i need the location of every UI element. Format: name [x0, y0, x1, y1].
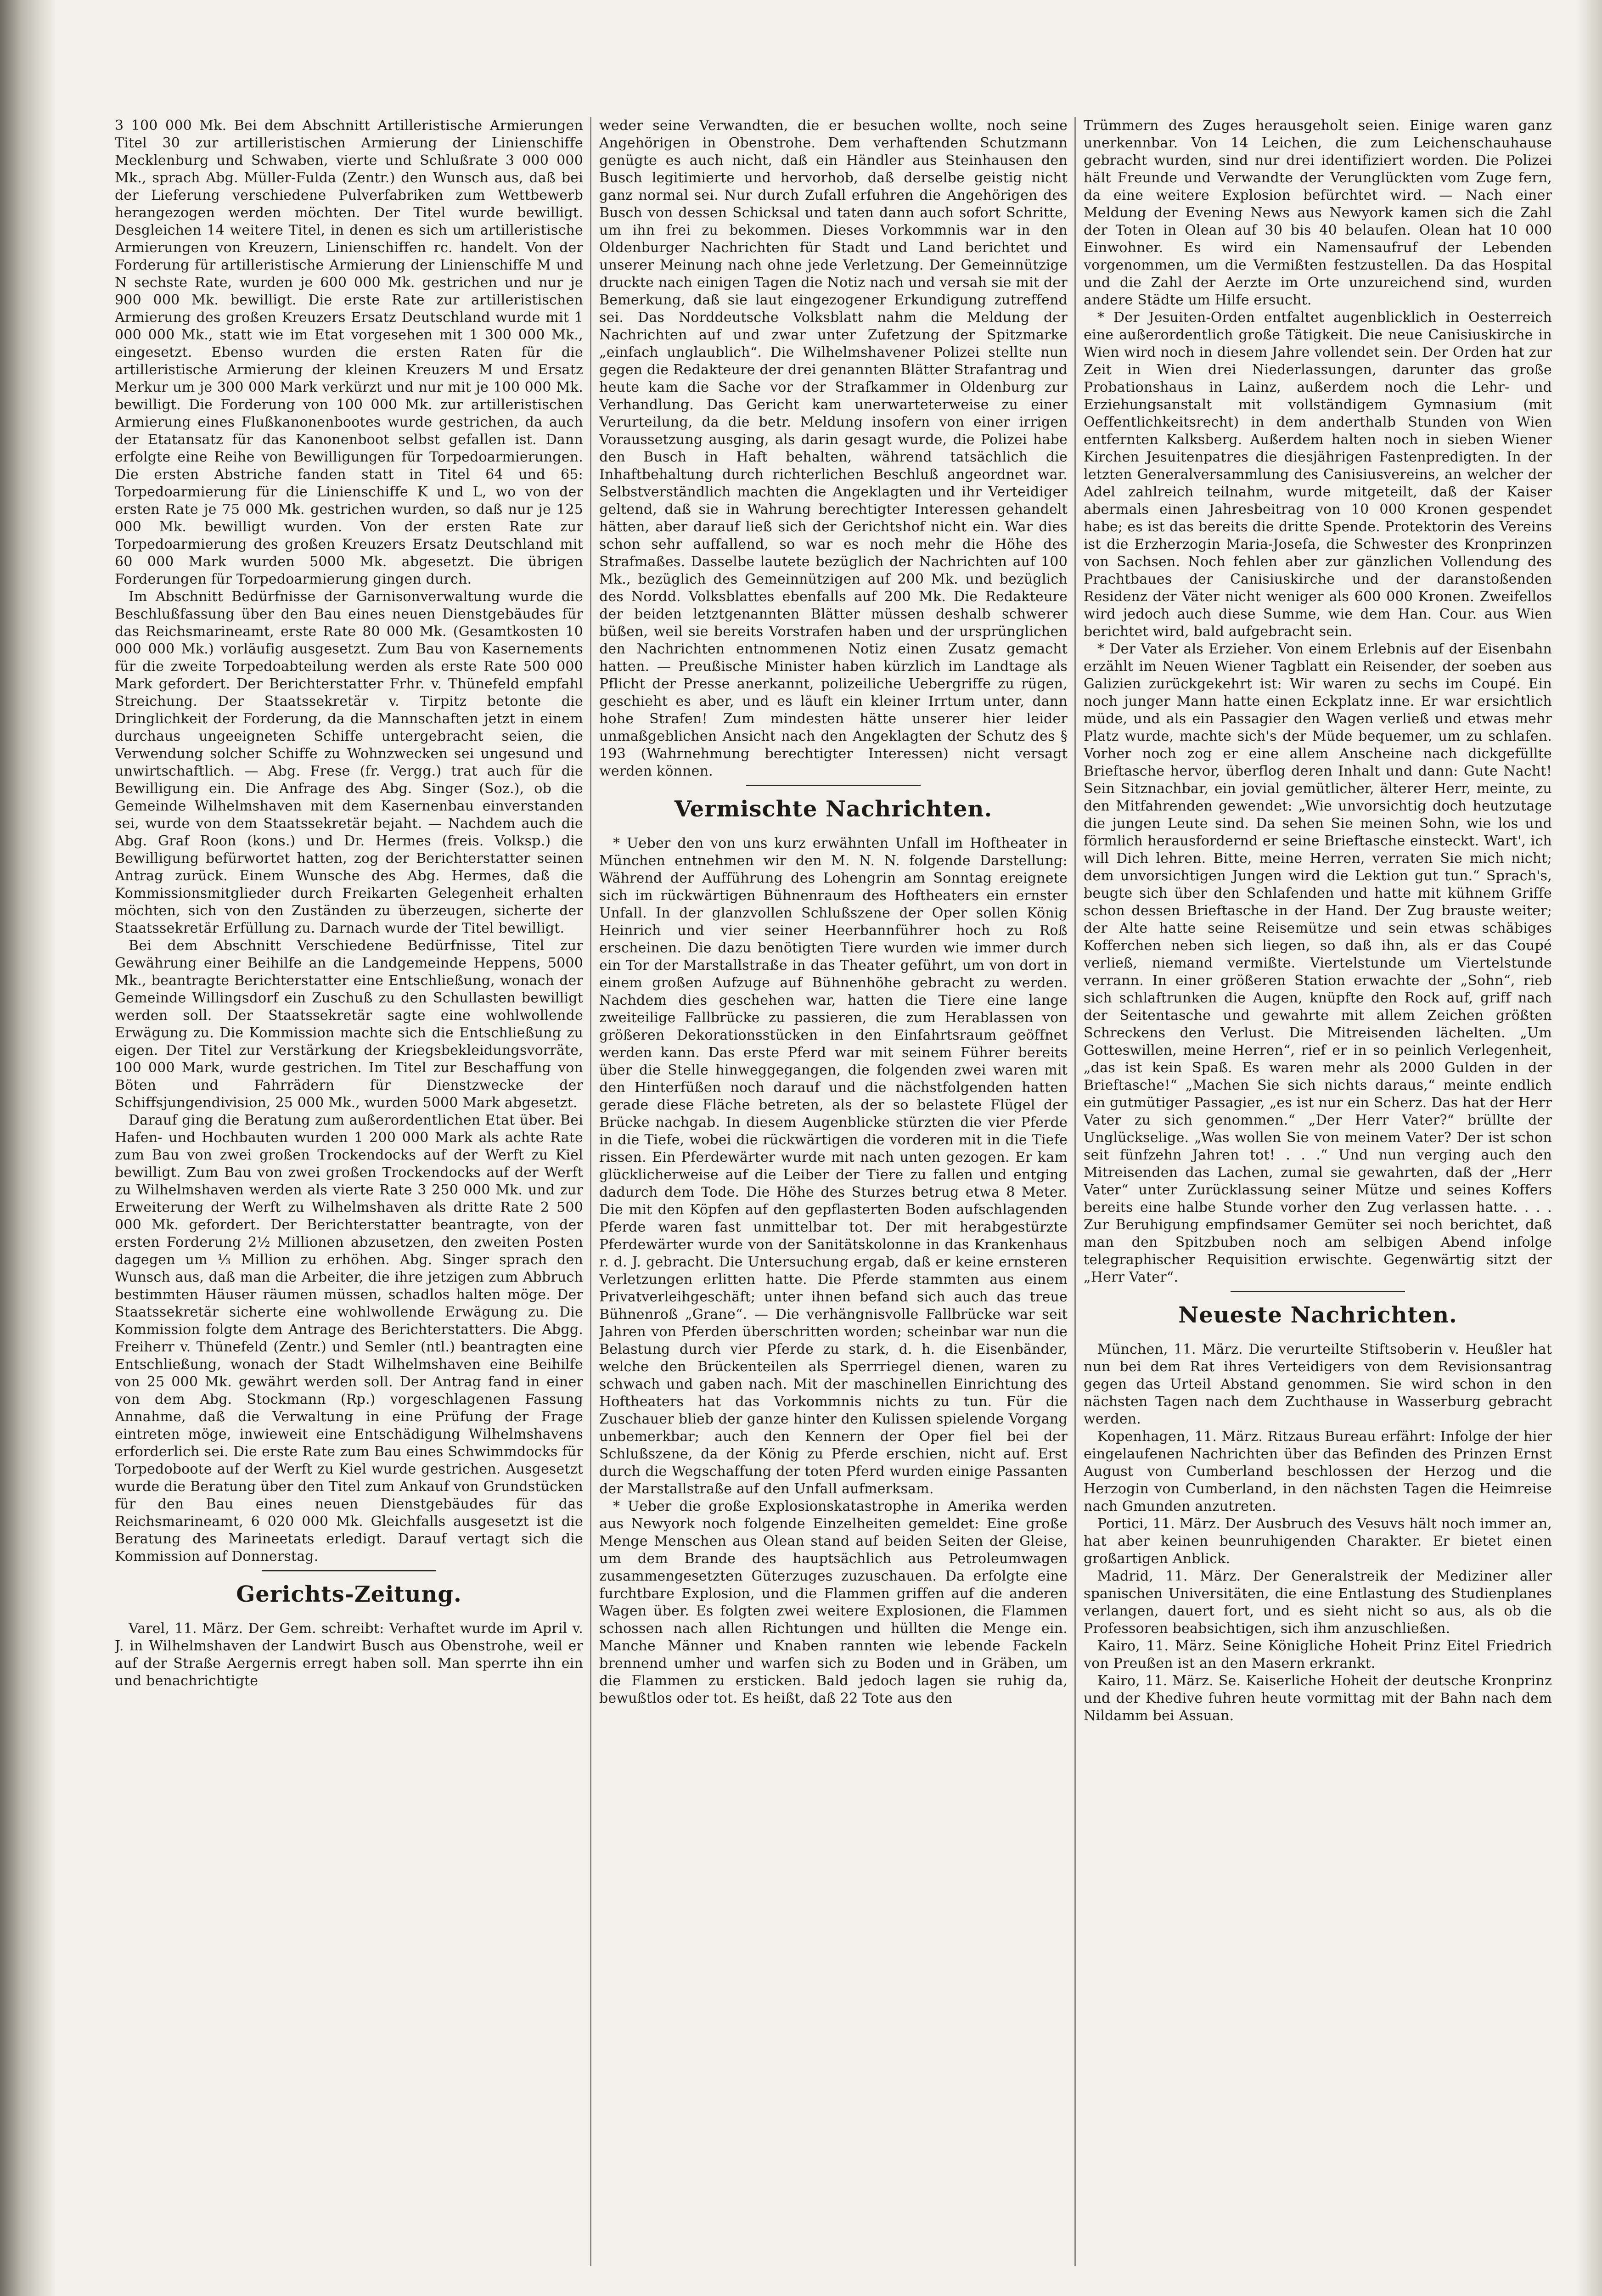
- article-paragraph: * Ueber den von uns kurz erwähnten Unfall im Hoftheater in München entnehmen wir den M. N. N. folgende Darstellung: Während der Aufführung des Lohengrin am Sonntag ereignete sich im rückwärtigen Bühnenraum des Hoftheaters ein ernster Unfall. In der glanzvollen Schlußszene der Oper sollen König Heinrich und vier seiner Heerbannführer hoch zu Roß erscheinen. Die dazu benötigten Tiere wurden wie immer durch ein Tor der Marstallstraße in das Theater geführt, um von dort in einem großen Aufzuge auf Bühnenhöhe gebracht zu werden. Nachdem dies geschehen war, hatten die Tiere eine lange zweiteilige Fallbrücke zu passieren, die zum Herablassen von größeren Dekorationsstücken in den Einfahrtsraum geöffnet werden kann. Das erste Pferd war mit seinem Führer bereits über die Stelle hinweggegangen, die folgenden zwei waren mit den Hinterfüßen noch darauf und die nächstfolgenden hatten gerade diese Fläche betreten, als der so belastete Flügel der Brücke nachgab. In diesem Augenblicke stürzten die vier Pferde in die Tiefe, wobei die rückwärtigen die vorderen mit in die Tiefe rissen. Ein Pferdewärter wurde mit nach unten gezogen. Er kam glücklicherweise auf die Leiber der Tiere zu fallen und entging dadurch dem Tode. Die Höhe des Sturzes betrug etwa 8 Meter. Die mit den Köpfen auf den gepflasterten Boden aufschlagenden Pferde waren fast unmittelbar tot. Der mit herabgestürzte Pferdewärter wurde von der Sanitätskolonne in das Krankenhaus r. d. J. gebracht. Die Untersuchung ergab, daß er keine ernsteren Verletzungen erlitten hatte. Die Pferde stammten aus einem Privatverleihgeschäft; unter ihnen befand sich auch das treue Bühnenroß „Grane“. — Die verhängnisvolle Fallbrücke war seit Jahren von Pferden überschritten worden; scheinbar war nun die Belastung durch vier Pferde zu stark, d. h. die Eisenbänder, welche den Brückenteilen als Sperrriegel dienen, waren zu schwach und gaben nach. Mit der maschinellen Einrichtung des Hoftheaters hat das Vorkommnis nichts zu tun. Für die Zuschauer blieb der ganze hinter den Kulissen spielende Vorgang unbemerkbar; auch den Kennern der Oper fiel bei der Schlußszene, da der König zu Pferde erschien, nicht auf. Erst durch die Wegschaffung der toten Pferd wurden einige Passanten der Marstallstraße auf den Unfall aufmerksam.: [599, 835, 1068, 1497]
- column-2: [599, 117, 1068, 2266]
- article-paragraph: * Der Vater als Erzieher. Von einem Erlebnis auf der Eisenbahn erzählt im Neuen Wiener Tagblatt ein Reisender, der soeben aus Galizien zurückgekehrt ist: Wir waren zu sechs im Coupé. Ein noch junger Mann hatte einen Eckplatz inne. Er war ersichtlich müde, und als ein Passagier den Wagen verließ und etwas mehr Platz wurde, machte sich's der Müde bequemer, um zu schlafen. Vorher noch zog er eine allem Anscheine nach dickgefüllte Brieftasche hervor, überflog deren Inhalt und dann: Gute Nacht! Sein Sitznachbar, ein jovial gemütlicher, älterer Herr, meinte, zu den Mitfahrenden gewendet: „Wie unvorsichtig doch heutzutage die jungen Leute sind. Da sehen Sie meinen Sohn, wie los und förmlich herausfordernd er seine Brieftasche einsteckt. Wart', ich will Dich lehren. Bitte, meine Herren, verraten Sie mich nicht; dem unvorsichtigen Jungen wird die Lektion gut tun.“ Sprach's, beugte sich über den Schlafenden und hatte mit kühnem Griffe schon dessen Brieftasche in der Hand. Der Zug brauste weiter; der Alte hatte seine Reisemütze und sein etwas schäbiges Kofferchen neben sich liegen, so daß ihn, als er das Coupé verließ, niemand vermißte. Viertelstunde um Viertelstunde verrann. In einer größeren Station erwachte der „Sohn“, rieb sich schlaftrunken die Augen, knüpfte den Rock auf, griff nach der Seitentasche und gewahrte mit allem Zeichen größten Schreckens den Verlust. Die Mitreisenden lächelten. „Um Gotteswillen, meine Herren“, rief er in so peinlich Verlegenheit, „das ist kein Spaß. Es waren mehr als 2000 Gulden in der Brieftasche!“ „Machen Sie sich nichts daraus,“ meinte endlich ein gutmütiger Passagier, „es ist nur ein Scherz. Das hat der Herr Vater zu sich genommen.“ „Der Herr Vater?“ brüllte der Unglückselige. „Was wollen Sie von meinem Vater? Der ist schon seit fünfzehn Jahren tot! . . .“ Und nun verging auch den Mitreisenden das Lachen, zumal sie gewahrten, daß der „Herr Vater“ unter Zurücklassung seiner Mütze und seines Koffers bereits eine halbe Stunde vorher den Zug verlassen hatte. . . . Zur Beruhigung empfindsamer Gemüter sei noch berichtet, daß man den Spitzbuben noch am selbigen Abend infolge telegraphischer Requisition erwischte. Gegenwärtig sitzt der „Herr Vater“.: [1084, 641, 1552, 1285]
- article-paragraph: Portici, 11. März. Der Ausbruch des Vesuvs hält noch immer an, hat aber keinen beunruhigenden Charakter. Er bietet einen großartigen Anblick.: [1084, 1516, 1552, 1567]
- article-paragraph: München, 11. März. Die verurteilte Stiftsoberin v. Heußler hat nun bei dem Rat ihres Verteidigers von dem Revisionsantrag gegen das Urteil Abstand genommen. Sie wird schon in den nächsten Tagen nach dem Zuchthause in Wasserburg gebracht werden.: [1084, 1341, 1552, 1427]
- section-heading-gerichts-zeitung: Gerichts-Zeitung.: [236, 1581, 462, 1607]
- section-divider: [746, 785, 921, 786]
- article-paragraph: Im Abschnitt Bedürfnisse der Garnisonverwaltung wurde die Beschlußfassung über den Bau eines neuen Dienstgebäudes für das Reichsmarineamt, erste Rate 80 000 Mk. (Gesamtkosten 10 000 000 Mk.) vorläufig ausgesetzt. Zum Bau von Kasernements für die zweite Torpedoabteilung werden als erste Rate 500 000 Mark gefordert. Der Berichterstatter Frhr. v. Thünefeld empfahl Streichung. Der Staatssekretär v. Tirpitz betonte die Dringlichkeit der Forderung, da die Mannschaften jetzt in einem durchaus ungeeigneten Schiffe untergebracht seien, die Verwendung solcher Schiffe zu Wohnzwecken sei ungesund und unwirtschaftlich. — Abg. Frese (fr. Vergg.) trat auch für die Bewilligung ein. Die Anfrage des Abg. Singer (Soz.), ob die Gemeinde Wilhelmshaven mit dem Kasernenbau einverstanden sei, wurde von dem Staatssekretär bejaht. — Nachdem auch die Abg. Graf Roon (kons.) und Dr. Hermes (freis. Volksp.) die Bewilligung befürwortet hatten, zog der Berichterstatter seinen Antrag zurück. Einem Wunsche des Abg. Hermes, daß die Kommissionsmitglieder durch Freikarten Gelegenheit erhalten möchten, sich von den Zuständen zu überzeugen, sicherte der Staatssekretär Erfüllung zu. Darnach wurde der Titel bewilligt.: [115, 589, 583, 936]
- book-spine: [0, 0, 55, 2296]
- column-3: [1084, 117, 1552, 2266]
- article-paragraph: Darauf ging die Beratung zum außerordentlichen Etat über. Bei Hafen- und Hochbauten wurden 1 200 000 Mark als achte Rate zum Bau von zwei großen Trockendocks auf der Werft zu Kiel bewilligt. Zum Bau von zwei großen Trockendocks auf der Werft zu Wilhelmshaven werden als vierte Rate 3 250 000 Mk. und zur Erweiterung der Werft zu Wilhelmshaven als dritte Rate 2 500 000 Mk. gefordert. Der Berichterstatter beantragte, von der ersten Forderung 2½ Millionen abzusetzen, den zweiten Posten dagegen um ⅓ Million zu erhöhen. Abg. Singer sprach den Wunsch aus, daß man die Arbeiter, die ihre jetzigen zum Abbruch bestimmten Häuser räumen müssen, schadlos halten möge. Der Staatssekretär sicherte eine wohlwollende Erwägung zu. Die Kommission folgte dem Antrage des Berichterstatters. Die Abgg. Freiherr v. Thünefeld (Zentr.) und Semler (ntl.) beantragten eine Entschließung, wonach der Stadt Wilhelmshaven eine Beihilfe von 25 000 Mk. gewährt werden soll. Der Antrag fand in einer von dem Abg. Stockmann (Rp.) vorgeschlagenen Fassung Annahme, daß die Verwaltung in eine Prüfung der Frage eintreten möge, inwieweit eine Entschädigung Wilhelmshavens erforderlich sei. Die erste Rate zum Bau eines Schwimmdocks für Torpedoboote auf der Werft zu Kiel wurde gestrichen. Ausgesetzt wurde die Beratung über den Titel zum Ankauf von Grundstücken für den Bau eines neuen Dienstgebäudes für das Reichsmarineamt, 6 020 000 Mk. Gleichfalls ausgesetzt ist die Beratung des Marineetats erledigt. Darauf vertagt sich die Kommission auf Donnerstag.: [115, 1112, 583, 1564]
- section-divider: [1231, 1291, 1405, 1292]
- article-paragraph: Varel, 11. März. Der Gem. schreibt: Verhaftet wurde im April v. J. in Wilhelmshaven der Landwirt Busch aus Obenstrohe, weil er auf der Straße Aergernis erregt haben soll. Man sperrte ihn ein und benachrichtigte: [115, 1621, 583, 1689]
- column-rule: [1074, 117, 1076, 2266]
- article-paragraph: 3 100 000 Mk. Bei dem Abschnitt Artilleristische Armierungen Titel 30 zur artilleristischen Armierung der Linienschiffe Mecklenburg und Schwaben, vierte und Schlußrate 3 000 000 Mk., sprach Abg. Müller-Fulda (Zentr.) den Wunsch aus, daß bei der Lieferung verschiedene Pulverfabriken zum Wettbewerb herangezogen werden möchten. Der Titel wurde bewilligt. Desgleichen 14 weitere Titel, in denen es sich um artilleristische Armierungen von Kreuzern, Linienschiffen rc. handelt. Von der Forderung für artilleristische Armierung der Linienschiffe M und N sechste Rate, wurden je 600 000 Mk. gestrichen und nur je 900 000 Mk. bewilligt. Die erste Rate zur artilleristischen Armierung des großen Kreuzers Ersatz Deutschland wurde mit 1 000 000 Mk., statt wie im Etat vorgesehen mit 1 300 000 Mk., eingesetzt. Ebenso wurden die ersten Raten für die artilleristische Armierung der kleinen Kreuzers M und Ersatz Merkur um je 300 000 Mark verkürzt und nur mit je 100 000 Mk. bewilligt. Die Forderung von 100 000 Mk. zur artilleristischen Armierung eines Flußkanonenbootes wurde gestrichen, da auch der Etatansatz für das Kanonenboot selbst gefallen ist. Dann erfolgte eine Reihe von Bewilligungen für Torpedoarmierungen. Die ersten Abstriche fanden statt in Titel 64 und 65: Torpedoarmierung für die Linienschiffe K und L, wo von der ersten Rate je 75 000 Mk. gestrichen wurden, so daß nur je 125 000 Mk. bewilligt wurden. Von der ersten Rate zur Torpedoarmierung des großen Kreuzers Ersatz Deutschland mit 60 000 Mark wurden 5000 Mk. abgesetzt. Die übrigen Forderungen für Torpedoarmierung gingen durch.: [115, 118, 583, 587]
- article-paragraph: * Der Jesuiten-Orden entfaltet augenblicklich in Oesterreich eine außerordentlich große Tätigkeit. Die neue Canisiuskirche in Wien wird noch in diesem Jahre vollendet sein. Der Orden hat zur Zeit in Wien drei Niederlassungen, darunter das große Probationshaus in Lainz, außerdem noch die Lehr- und Erziehungsanstalt mit vollständigem Gymnasium (mit Oeffentlichkeitsrecht) in dem anderthalb Stunden von Wien entfernten Kalksberg. Außerdem halten noch in sieben Wiener Kirchen Jesuitenpatres die diesjährigen Fastenpredigten. In der letzten Generalversammlung des Canisiusvereins, an welcher der Adel zahlreich teilnahm, wurde mitgeteilt, daß der Kaiser abermals einen Jahresbeitrag von 10 000 Kronen gespendet habe; es ist das bereits die dritte Spende. Protektorin des Vereins ist die Erzherzogin Maria-Josefa, die Schwester des Kronprinzen von Sachsen. Noch fehlen aber zur gänzlichen Vollendung des Prachtbaues der Canisiuskirche und der daranstoßenden Residenz der Väter nicht weniger als 600 000 Kronen. Zweifellos wird jedoch auch diese Summe, wie dem Han. Cour. aus Wien berichtet wird, bald aufgebracht sein.: [1084, 310, 1552, 640]
- column-rule: [590, 117, 591, 2266]
- article-paragraph: Madrid, 11. März. Der Generalstreik der Mediziner aller spanischen Universitäten, die eine Entlastung des Studienplanes verlangen, dauert fort, und es sieht nicht so aus, als ob die Professoren beabsichtigen, sich ihm anzuschließen.: [1084, 1568, 1552, 1637]
- article-paragraph: * Ueber die große Explosionskatastrophe in Amerika werden aus Newyork noch folgende Einzelheiten gemeldet: Eine große Menge Menschen aus Olean stand auf beiden Seiten der Gleise, um dem Brande des hauptsächlich aus Petroleumwagen zusammengesetzten Güterzuges zuzuschauen. Da erfolgte eine furchtbare Explosion, und die Flammen griffen auf die anderen Wagen über. Es folgten zwei weitere Explosionen, die Flammen schossen nach allen Richtungen und hüllten die Menge ein. Manche Männer und Knaben rannten wie lebende Fackeln brennend umher und warfen sich zu Boden und in Gräben, um die Flammen zu ersticken. Bald jedoch lagen sie ruhig da, bewußtlos oder tot. Es heißt, daß 22 Tote aus den: [599, 1498, 1068, 1706]
- column-1: [115, 117, 583, 2266]
- section-heading-vermischte-nachrichten: Vermischte Nachrichten.: [674, 796, 993, 822]
- page-edge: [1577, 0, 1602, 2296]
- article-paragraph: Bei dem Abschnitt Verschiedene Bedürfnisse, Titel zur Gewährung einer Beihilfe an die Landgemeinde Heppens, 5000 Mk., beantragte Berichterstatter eine Entschließung, wonach der Gemeinde Willingsdorf ein Zuschuß zu den Schullasten bewilligt werden soll. Der Staatssekretär sagte eine wohlwollende Erwägung zu. Die Kommission machte sich die Entschließung zu eigen. Der Titel zur Verstärkung der Kriegsbekleidungsvorräte, 100 000 Mark, wurde gestrichen. Im Titel zur Beschaffung von Böten und Fahrrädern für Dienstzwecke der Schiffsjungendivision, 25 000 Mk., wurden 5000 Mark abgesetzt.: [115, 938, 583, 1111]
- section-divider: [262, 1570, 436, 1571]
- article-paragraph: Trümmern des Zuges herausgeholt seien. Einige waren ganz unerkennbar. Von 14 Leichen, die zum Leichenschauhause gebracht wurden, sind nur drei identifiziert worden. Die Polizei hält Freunde und Verwandte der Verunglückten vom Zuge fern, da eine weitere Explosion befürchtet wird. — Nach einer Meldung der Evening News aus Newyork kamen sich die Zahl der Toten in Olean auf 30 bis 40 belaufen. Olean hat 10 000 Einwohner. Es wird ein Namensaufruf der Lebenden vorgenommen, um die Vermißten festzustellen. Da das Hospital und die Zahl der Aerzte im Orte unzureichend sind, wurden andere Städte um Hilfe ersucht.: [1084, 118, 1552, 308]
- article-paragraph: Kairo, 11. März. Seine Königliche Hoheit Prinz Eitel Friedrich von Preußen ist an den Masern erkrankt.: [1084, 1638, 1552, 1671]
- section-heading-neueste-nachrichten: Neueste Nachrichten.: [1178, 1302, 1457, 1328]
- article-paragraph: Kopenhagen, 11. März. Ritzaus Bureau erfährt: Infolge der hier eingelaufenen Nachrichten über das Befinden des Prinzen Ernst August von Cumberland beschlossen der Herzog und die Herzogin von Cumberland, in den nächsten Tagen die Heimreise nach Gmunden anzutreten.: [1084, 1429, 1552, 1514]
- article-paragraph: Kairo, 11. März. Se. Kaiserliche Hoheit der deutsche Kronprinz und der Khedive fuhren heute vormittag mit der Bahn nach dem Nildamm bei Assuan.: [1084, 1673, 1552, 1724]
- newspaper-page: [115, 117, 1552, 2266]
- article-paragraph: weder seine Verwandten, die er besuchen wollte, noch seine Angehörigen in Obenstrohe. Dem verhaftenden Schutzmann genügte es auch nicht, daß ein Händler aus Steinhausen den Busch legitimierte und hervorhob, daß derselbe geistig nicht ganz normal sei. Nur durch Zufall erfuhren die Angehörigen des Busch von dessen Schicksal und taten dann auch sofort Schritte, um ihn frei zu bekommen. Dieses Vorkommnis war in den Oldenburger Nachrichten für Stadt und Land berichtet und unserer Meinung nach ohne jede Verletzung. Der Gemeinnützige druckte nach einigen Tagen die Notiz nach und versah sie mit der Bemerkung, daß sie laut eingezogener Erkundigung zutreffend sei. Das Norddeutsche Volksblatt nahm die Meldung der Nachrichten auf und zwar unter Zufetzung der Spitzmarke „einfach unglaublich“. Die Wilhelmshavener Polizei stellte nun gegen die Redakteure der drei genannten Blätter Strafantrag und heute kam die Sache vor der Strafkammer in Oldenburg zur Verhandlung. Das Gericht kam unerwarteterweise zu einer Verurteilung, da die betr. Meldung insofern von einer irrigen Voraussetzung ausging, als darin gesagt wurde, die Polizei habe den Busch in Haft behalten, während tatsächlich die Inhaftbehaltung durch richterlichen Beschluß angeordnet war. Selbstverständlich machten die Angeklagten und ihr Verteidiger geltend, daß sie in Wahrung berechtigter Interessen gehandelt hätten, aber darauf ließ sich der Gerichtshof nicht ein. War dies schon sehr auffallend, so war es noch mehr die Höhe des Strafmaßes. Dasselbe lautete bezüglich der Nachrichten auf 100 Mk., bezüglich des Gemeinnützigen auf 200 Mk. und bezüglich des Nordd. Volksblattes ebenfalls auf 200 Mk. Die Redakteure der beiden letztgenannten Blätter müssen deshalb schwerer büßen, weil sie bereits Vorstrafen haben und der ursprünglichen den Nachrichten entnommenen Notiz einen Zusatz gemacht hatten. — Preußische Minister haben kürzlich im Landtage als Pflicht der Presse anerkannt, polizeiliche Uebergriffe zu rügen, geschieht es aber, und es läuft ein kleiner Irrtum unter, dann hohe Strafen! Zum mindesten hätte unserer hier leider unmaßgeblichen Ansicht nach den Angeklagten der Schutz des § 193 (Wahrnehmung berechtigter Interessen) nicht versagt werden können.: [599, 118, 1068, 779]
